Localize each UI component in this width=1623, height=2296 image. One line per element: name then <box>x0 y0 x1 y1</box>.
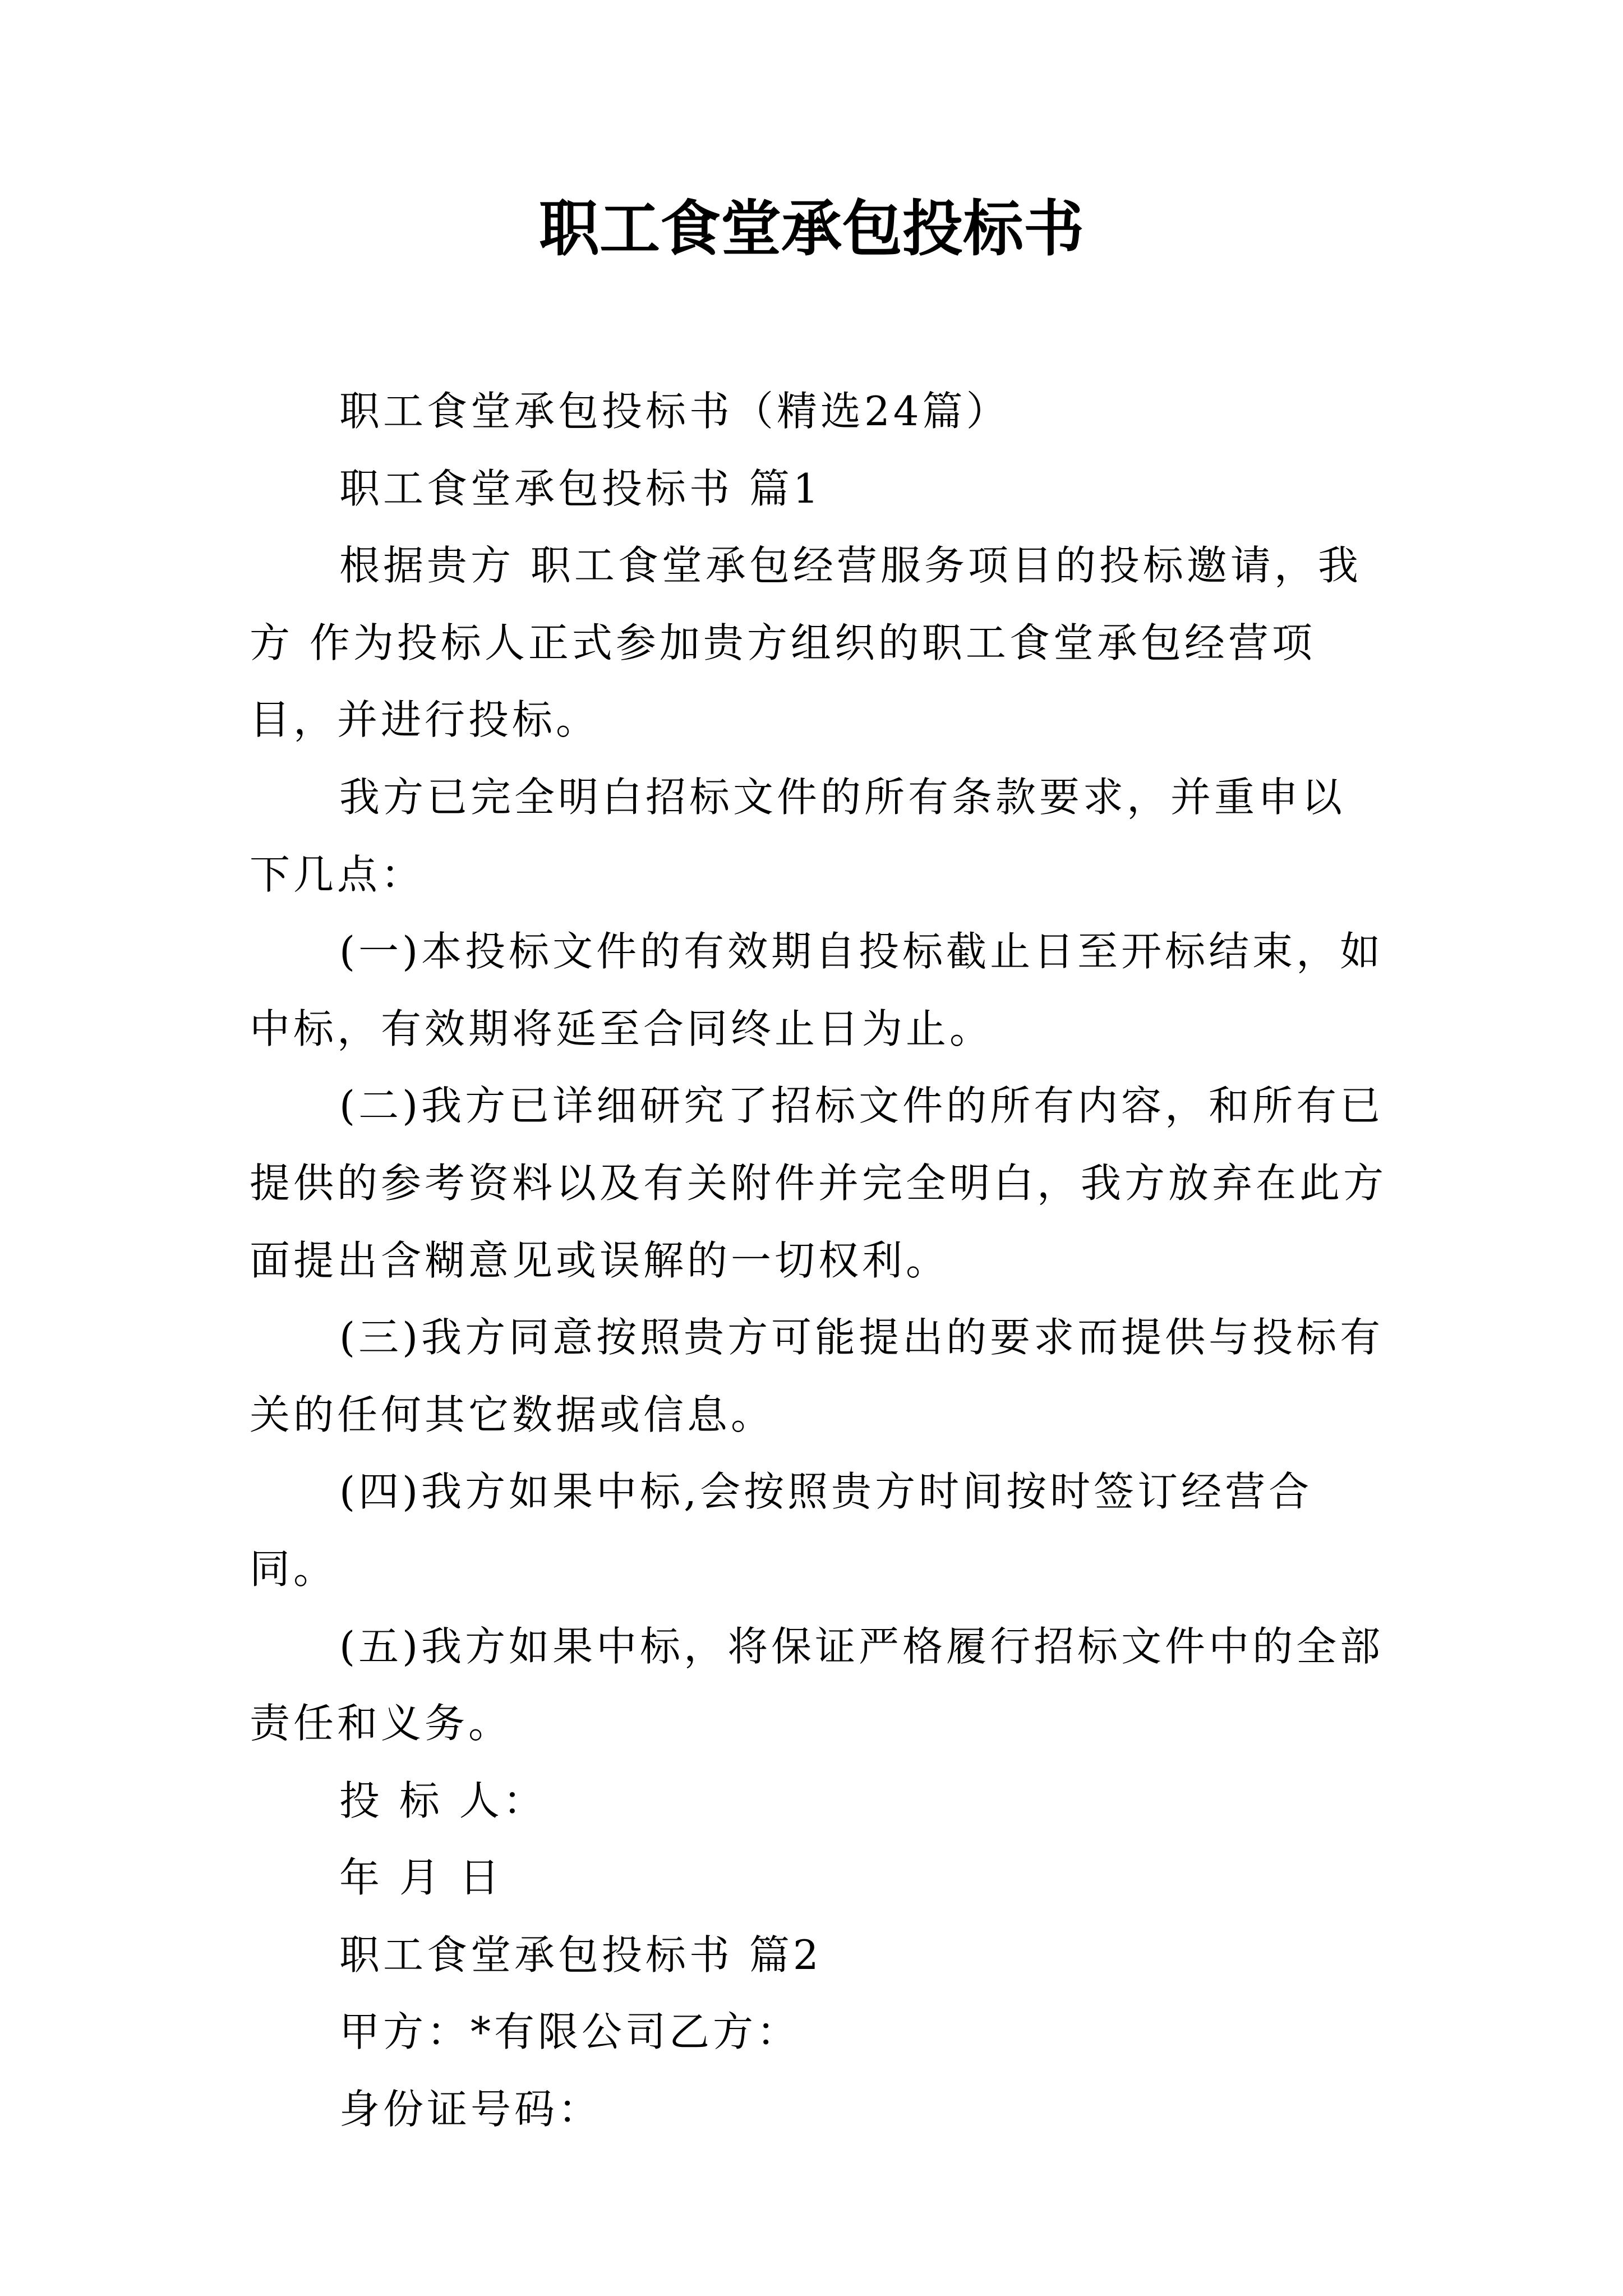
paragraph: (一)本投标文件的有效期自投标截止日至开标结束，如中标，有效期将延至合同终止日为止。 <box>250 928 1384 1052</box>
id-number-line: 身份证号码： <box>339 2086 602 2133</box>
document-title: 职工食堂承包投标书 <box>538 194 1084 264</box>
paragraph: (五)我方如果中标，将保证严格履行招标文件中的全部责任和义务。 <box>250 1622 1384 1747</box>
party-line: 甲方：*有限公司乙方： <box>339 2008 801 2056</box>
paragraph: (四)我方如果中标,会按照贵方时间按时签订经营合同。 <box>250 1468 1313 1593</box>
signature-line: 投 标 人： <box>339 1777 547 1824</box>
document-body <box>250 373 1388 2148</box>
date-line: 年 月 日 <box>339 1854 503 1902</box>
paragraph: (二)我方已详细研究了招标文件的所有内容，和所有已提供的参考资料以及有关附件并完全明白，我方放弃在此方面提出含糊意见或误解的一切权利。 <box>250 1082 1387 1284</box>
paragraph: 根据贵方 职工食堂承包经营服务项目的投标邀请，我方 作为投标人正式参加贵方组织的职工食堂承包经营项目，并进行投标。 <box>250 542 1362 744</box>
section-heading: 职工食堂承包投标书 篇2 <box>339 1931 822 1978</box>
paragraph: 我方已完全明白招标文件的所有条款要求，并重申以下几点： <box>250 773 1346 898</box>
section-heading: 职工食堂承包投标书 篇1 <box>339 464 822 512</box>
paragraph: (三)我方同意按照贵方可能提出的要求而提供与投标有关的任何其它数据或信息。 <box>250 1314 1384 1438</box>
paragraph: 职工食堂承包投标书（精选24篇） <box>339 388 1010 435</box>
